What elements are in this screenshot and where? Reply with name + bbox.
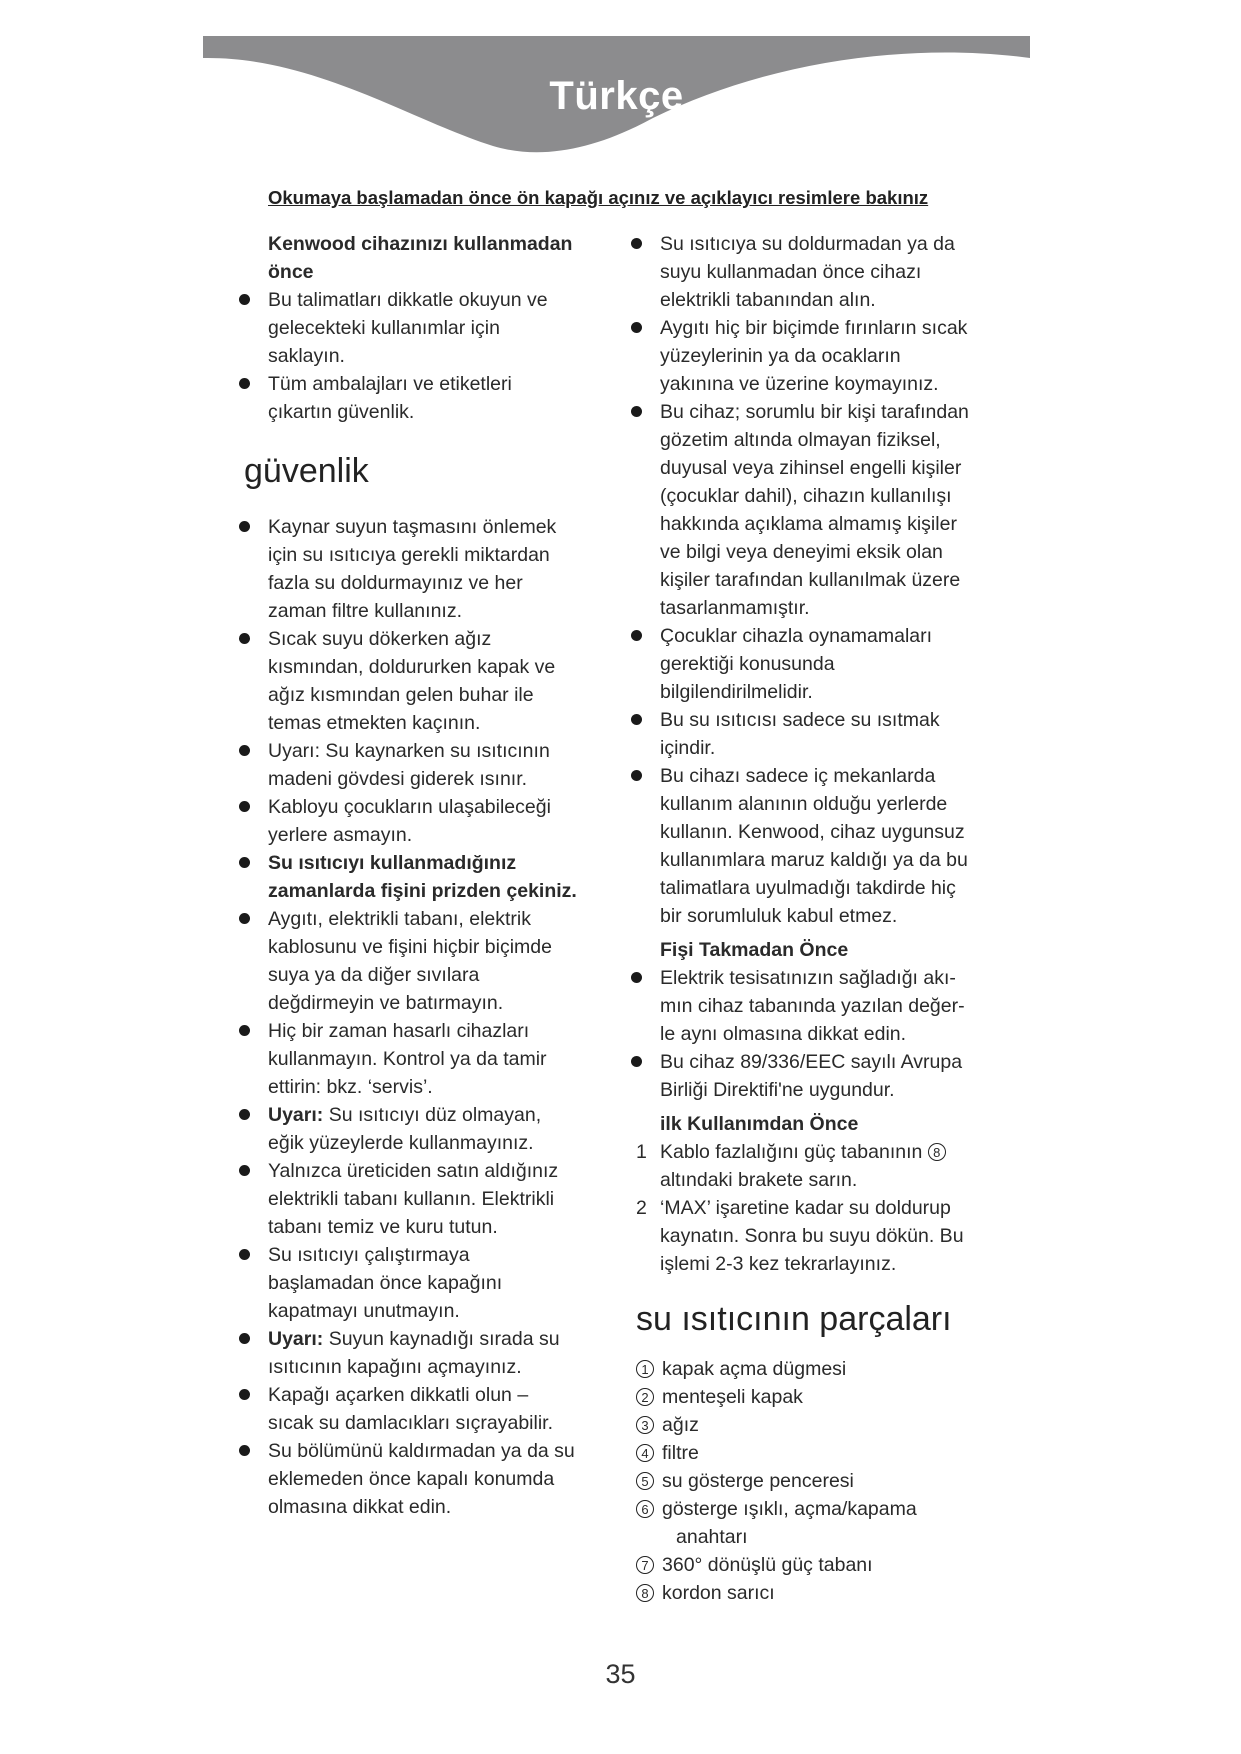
part-number-badge: 2: [636, 1388, 654, 1406]
parts-list-item: 8 kordon sarıcı: [636, 1579, 1006, 1607]
safety-heading: güvenlik: [244, 452, 369, 490]
plug-heading: Fişi Takmadan Önce: [660, 939, 849, 961]
safety-item: Bu cihazı sadece iç mekanlarda kullanım alanının olduğu yerlerde kullanın. Kenwood, cihaz uygunsuz kullanımlara maruz kaldığı ya da bu talimatlara uyulmadığı takdirde hiç bir sorumluluk kabul etmez.: [636, 762, 1006, 930]
safety-item-unplug: Su ısıtıcıyı kullanmadığınız zamanlarda fişini prizden çekiniz.: [244, 849, 604, 905]
parts-list-item: 6 gösterge ışıklı, açma/kapama anahtarı: [636, 1495, 1006, 1551]
parts-list-item: 7 360° dönüşlü güç tabanı: [636, 1551, 1006, 1579]
safety-item: Aygıtı, elektrikli tabanı, elektrik kablosunu ve fişini hiçbir biçimde suya ya da diğer sıvılara değdirmeyin ve batırmayın.: [244, 905, 604, 1017]
intro-instruction: Okumaya başlamadan önce ön kapağı açınız ve açıklayıcı resimlere bakınız: [268, 187, 929, 208]
header-band: [203, 36, 1030, 171]
plug-item: Elektrik tesisatınızın sağladığı akı- mın cihaz tabanında yazılan değer- le aynı olmasına dikkat edin.: [636, 964, 1006, 1048]
safety-item: Bu su ısıtıcısı sadece su ısıtmak içindir.: [636, 706, 1006, 762]
part-number-badge: 6: [636, 1500, 654, 1518]
part-number-badge: 7: [636, 1556, 654, 1574]
safety-item: Uyarı: Su kaynarken su ısıtıcının madeni gövdesi giderek ısınır.: [244, 737, 604, 793]
part-number-badge: 5: [636, 1472, 654, 1490]
plug-item: Bu cihaz 89/336/EEC sayılı Avrupa Birliği Direktifi'ne uygundur.: [636, 1048, 1006, 1104]
before-use-item: Bu talimatları dikkatle okuyun ve gelecekteki kullanımlar için saklayın.: [244, 286, 604, 370]
safety-item: Kabloyu çocukların ulaşabileceği yerlere asmayın.: [244, 793, 604, 849]
parts-list-item: 2 menteşeli kapak: [636, 1383, 1006, 1411]
part-number-badge: 4: [636, 1444, 654, 1462]
safety-item: Su ısıtıcıyı çalıştırmaya başlamadan önce kapağını kapatmayı unutmayın.: [244, 1241, 604, 1325]
parts-list-item: 3 ağız: [636, 1411, 1006, 1439]
part-number-badge: 3: [636, 1416, 654, 1434]
safety-item: Çocuklar cihazla oynamamaları gerektiği konusunda bilgilendirilmelidir.: [636, 622, 1006, 706]
before-use-heading: Kenwood cihazınızı kullanmadan önce: [268, 233, 573, 283]
right-column: [636, 230, 1006, 1607]
before-use-item: Tüm ambalajları ve etiketleri çıkartın güvenlik.: [244, 370, 604, 426]
safety-item: Su ısıtıcıya su doldurmadan ya da suyu kullanmadan önce cihazı elektrikli tabanından alın.: [636, 230, 1006, 314]
safety-item-warning: Uyarı: Suyun kaynadığı sırada su ısıtıcının kapağını açmayınız.: [244, 1325, 604, 1381]
safety-item: Kapağı açarken dikkatli olun – sıcak su damlacıkları sıçrayabilir.: [244, 1381, 604, 1437]
page-number: 35: [605, 1659, 636, 1689]
first-use-step: 1 Kablo fazlalığını güç tabanının 8 altındaki brakete sarın.: [636, 1138, 1006, 1194]
safety-item: Sıcak suyu dökerken ağız kısmından, doldururken kapak ve ağız kısmından gelen buhar ile temas etmekten kaçının.: [244, 625, 604, 737]
page-title: Türkçe: [549, 74, 684, 118]
safety-item: Aygıtı hiç bir biçimde fırınların sıcak yüzeylerinin ya da ocakların yakınına ve üzerine koymayınız.: [636, 314, 1006, 398]
first-use-step: 2 ‘MAX’ işaretine kadar su doldurup kaynatın. Sonra bu suyu dökün. Bu işlemi 2-3 kez tekrarlayınız.: [636, 1197, 964, 1275]
part-ref-badge: 8: [928, 1143, 946, 1161]
safety-item: Hiç bir zaman hasarlı cihazları kullanmayın. Kontrol ya da tamir ettirin: bkz. ‘servis’.: [244, 1017, 604, 1101]
safety-item: Yalnızca üreticiden satın aldığınız elektrikli tabanı kullanın. Elektrikli tabanı temiz ve kuru tutun.: [244, 1157, 604, 1241]
first-use-heading: ilk Kullanımdan Önce: [660, 1113, 859, 1135]
parts-list-item: 4 filtre: [636, 1439, 1006, 1467]
safety-item: Kaynar suyun taşmasını önlemek için su ısıtıcıya gerekli miktardan fazla su doldurmayınız ve her zaman filtre kullanınız.: [244, 513, 604, 625]
part-number-badge: 8: [636, 1584, 654, 1602]
part-number-badge: 1: [636, 1360, 654, 1378]
safety-item: Bu cihaz; sorumlu bir kişi tarafından gözetim altında olmayan fiziksel, duyusal veya zihinsel engelli kişiler (çocuklar dahil), cihazın kullanılışı hakkında açıklama almamış kişiler ve bilgi veya deneyimi eksik olan kişiler tarafından kullanılmak üzere tasarlanmamıştır.: [636, 398, 1006, 622]
safety-item-warning: Uyarı: Su ısıtıcıyı düz olmayan, eğik yüzeylerde kullanmayınız.: [244, 1101, 604, 1157]
parts-list-item: 1 kapak açma dügmesi: [636, 1355, 1006, 1383]
left-column: [244, 230, 604, 1521]
safety-item: Su bölümünü kaldırmadan ya da su eklemeden önce kapalı konumda olmasına dikkat edin.: [244, 1437, 604, 1521]
parts-list-item: 5 su gösterge penceresi: [636, 1467, 1006, 1495]
parts-heading: su ısıtıcının parçaları: [636, 1300, 952, 1338]
